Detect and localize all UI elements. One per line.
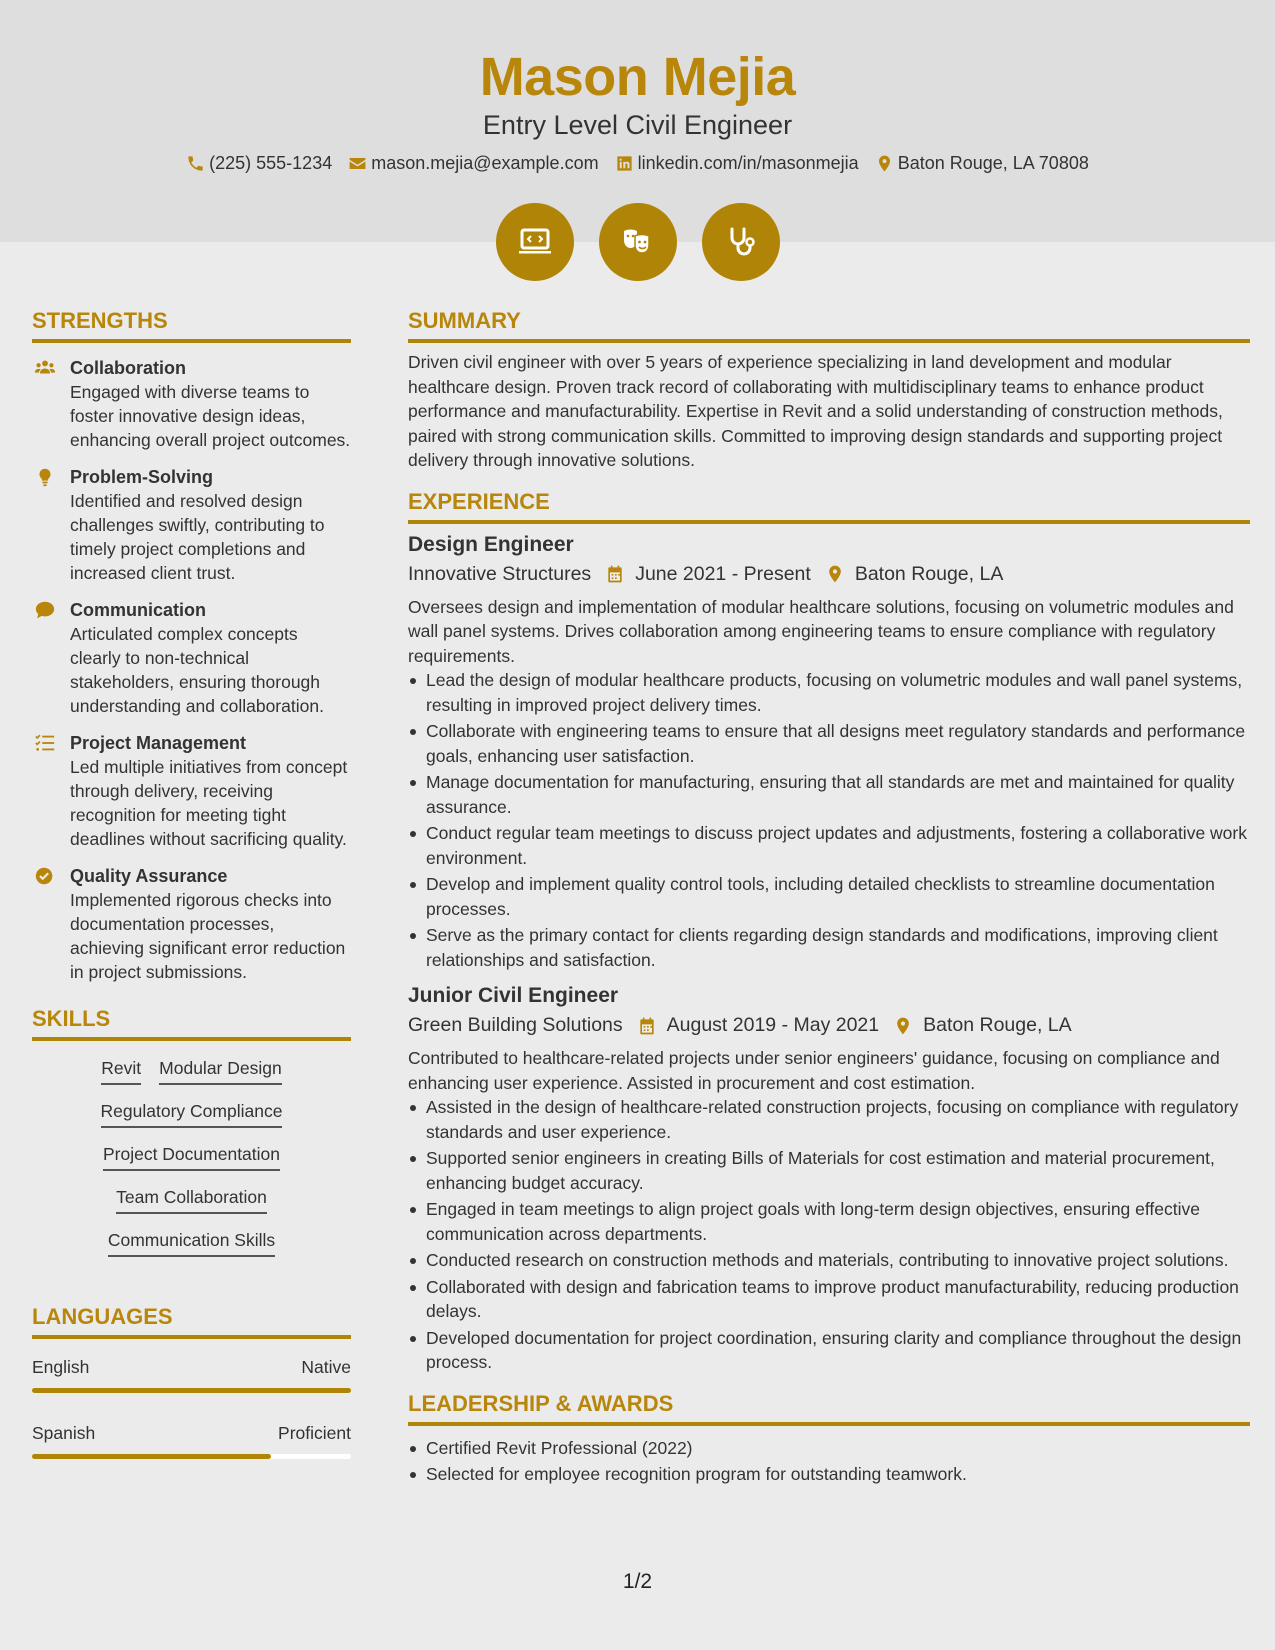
strength-title: Project Management — [70, 733, 247, 753]
linkedin-text: linkedin.com/in/masonmejia — [637, 153, 859, 173]
right-column — [408, 308, 1250, 1489]
strength-title: Quality Assurance — [70, 866, 228, 886]
language-level: Native — [301, 1357, 351, 1377]
skill-tag: Regulatory Compliance — [101, 1100, 283, 1128]
strength-item — [32, 357, 351, 452]
job-bullet: Assisted in the design of healthcare-related construction projects, focusing on compliance with regulatory standards and user experience. — [408, 1095, 1250, 1144]
job-role: Design Engineer — [408, 532, 574, 556]
job-entry — [408, 533, 1250, 973]
linkedin-icon — [615, 154, 634, 173]
skill-tag: Communication Skills — [108, 1229, 275, 1257]
job-dates: June 2021 - Present — [635, 562, 811, 585]
language-item — [32, 1423, 351, 1459]
job-bullet: Conducted research on construction methods and materials, contributing to innovative project solutions. — [408, 1248, 1250, 1273]
job-bullet: Serve as the primary contact for clients regarding design standards and modifications, improving client relationships and satisfaction. — [408, 923, 1250, 972]
contact-linkedin[interactable] — [615, 153, 859, 174]
strength-title: Collaboration — [70, 358, 186, 378]
strength-item — [32, 732, 351, 851]
phone-icon — [186, 154, 205, 173]
language-bar — [32, 1388, 351, 1393]
job-bullet: Collaborated with design and fabrication teams to improve product manufacturability, reducing production delays. — [408, 1275, 1250, 1324]
strength-desc: Engaged with diverse teams to foster innovative design ideas, enhancing overall project outcomes. — [70, 382, 351, 450]
list-check-icon — [34, 733, 56, 753]
skill-tag: Team Collaboration — [116, 1186, 267, 1214]
job-bullet: Engaged in team meetings to align project goals with long-term design objectives, ensuring effective communication across departments. — [408, 1197, 1250, 1246]
skill-tag: Revit — [101, 1057, 141, 1085]
strength-desc: Identified and resolved design challenges swiftly, contributing to timely project completions and increased client trust. — [70, 491, 325, 583]
contact-bar — [0, 153, 1275, 174]
job-bullet: Supported senior engineers in creating Bills of Materials for cost estimation and material procurement, enhancing budget accuracy. — [408, 1146, 1250, 1195]
lightbulb-icon — [34, 467, 56, 487]
strength-item — [32, 865, 351, 984]
award-item: Certified Revit Professional (2022) — [408, 1436, 1250, 1461]
page-number: 1/2 — [622, 1570, 653, 1593]
left-column — [32, 308, 351, 1459]
contact-phone[interactable] — [186, 153, 332, 174]
contact-email[interactable] — [348, 153, 598, 174]
candidate-name: Mason Mejia — [479, 47, 796, 107]
language-item — [32, 1357, 351, 1393]
job-location: Baton Rouge, LA — [854, 562, 1004, 585]
language-name: Spanish — [32, 1423, 96, 1443]
interest-icons — [0, 203, 1275, 281]
language-name: English — [32, 1357, 90, 1377]
summary-heading: SUMMARY — [408, 308, 1250, 343]
location-text: Baton Rouge, LA 70808 — [897, 153, 1089, 173]
strength-desc: Articulated complex concepts clearly to non-technical stakeholders, ensuring thorough understanding and collaboration. — [70, 624, 324, 716]
strength-item — [32, 466, 351, 585]
contact-location — [875, 153, 1089, 174]
comment-icon — [34, 600, 56, 620]
email-text: mason.mejia@example.com — [371, 153, 599, 173]
skills-list — [32, 1041, 351, 1266]
calendar-icon — [605, 564, 625, 584]
laptop-code-icon — [496, 203, 574, 281]
language-bar-fill — [32, 1454, 271, 1459]
job-description: Contributed to healthcare-related projects under senior engineers' guidance, focusing on compliance and enhancing user experience. Assisted in procurement and cost estimation. — [408, 1048, 1220, 1093]
job-role: Junior Civil Engineer — [408, 984, 619, 1007]
envelope-icon — [348, 154, 367, 173]
language-bar — [32, 1454, 351, 1459]
candidate-title: Entry Level Civil Engineer — [482, 110, 793, 140]
job-location: Baton Rouge, LA — [923, 1014, 1072, 1036]
calendar-icon — [637, 1016, 657, 1036]
award-item: Selected for employee recognition program for outstanding teamwork. — [408, 1462, 1250, 1487]
phone-text: (225) 555-1234 — [209, 153, 333, 173]
language-level: Proficient — [278, 1423, 351, 1443]
skill-tag: Modular Design — [159, 1057, 282, 1085]
job-company: Green Building Solutions — [408, 1014, 623, 1036]
users-icon — [34, 358, 56, 378]
strength-desc: Implemented rigorous checks into documentation processes, achieving significant error reduction in project submissions. — [70, 890, 346, 982]
theater-masks-icon — [599, 203, 677, 281]
job-description: Oversees design and implementation of modular healthcare solutions, focusing on volumetric modules and wall panel systems. Drives collaboration among engineering teams to ensure compliance with regulatory requirements. — [408, 596, 1234, 666]
skill-tag: Project Documentation — [103, 1143, 280, 1171]
check-circle-icon — [34, 866, 56, 886]
job-bullet: Conduct regular team meetings to discuss project updates and adjustments, fostering a collaborative work environment. — [408, 821, 1250, 870]
language-bar-fill — [32, 1388, 351, 1393]
languages-heading: LANGUAGES — [32, 1304, 351, 1339]
job-bullets — [408, 668, 1250, 972]
strength-desc: Led multiple initiatives from concept through delivery, receiving recognition for meeting tight deadlines without sacrificing quality. — [70, 757, 348, 849]
experience-heading: EXPERIENCE — [408, 489, 1250, 524]
map-marker-icon — [893, 1016, 913, 1036]
job-dates: August 2019 - May 2021 — [666, 1014, 880, 1036]
job-bullet: Developed documentation for project coordination, ensuring clarity and compliance throughout the design process. — [408, 1326, 1250, 1375]
awards-list — [408, 1436, 1250, 1487]
job-bullet: Collaborate with engineering teams to ensure that all designs meet regulatory standards and performance goals, enhancing user satisfaction. — [408, 719, 1250, 768]
job-entry — [408, 984, 1250, 1375]
strengths-heading: STRENGTHS — [32, 308, 351, 343]
strength-title: Communication — [70, 600, 207, 620]
job-bullets — [408, 1095, 1250, 1375]
map-marker-icon — [875, 154, 894, 173]
awards-heading: LEADERSHIP & AWARDS — [408, 1391, 1250, 1426]
job-bullet: Lead the design of modular healthcare products, focusing on volumetric modules and wall panel systems, resulting in improved project delivery times. — [408, 668, 1250, 717]
job-meta — [408, 1014, 1250, 1037]
job-company: Innovative Structures — [408, 562, 592, 585]
stethoscope-icon — [702, 203, 780, 281]
summary-text: Driven civil engineer with over 5 years of experience specializing in land development and modular healthcare design. Proven track record of collaborating with multidisciplinary teams to enhance product performance and manufacturability. Expertise in Revit and a solid understanding of construction methods, paired with strong communication skills. Committed to improving design standards and supporting project delivery through innovative solutions. — [408, 352, 1223, 470]
skills-heading: SKILLS — [32, 1006, 351, 1041]
job-bullet: Develop and implement quality control tools, including detailed checklists to streamline documentation processes. — [408, 872, 1250, 921]
strength-item — [32, 599, 351, 718]
strength-title: Problem-Solving — [70, 467, 214, 487]
job-bullet: Manage documentation for manufacturing, ensuring that all standards are met and maintained for quality assurance. — [408, 770, 1250, 819]
map-marker-icon — [825, 564, 845, 584]
job-meta — [408, 563, 1250, 586]
